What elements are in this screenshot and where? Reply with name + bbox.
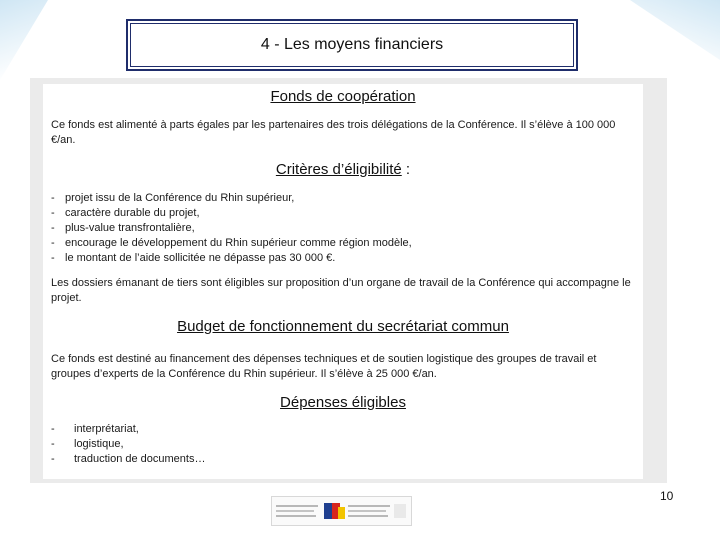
logo-graphic [272,497,411,525]
fonds-description: Ce fonds est alimenté à parts égales par les partenaires des trois délégations de la Conférence. Il s’élève à 100 000 €/an. [51,119,616,146]
slide-title: 4 - Les moyens financiers [260,36,444,53]
criteres-list [51,191,412,266]
list-item: - projet issu de la Conférence du Rhin supérieur, [51,192,295,204]
criteres-heading [43,161,643,178]
criteres-heading-text: Critères d’éligibilité [275,161,402,178]
budget-description: Ce fonds est destiné au financement des dépenses techniques et de soutien logistique des groupes de travail et groupes d’experts de la Conférence du Rhin supérieur. Il s’élève à 25 000 €/an. [51,353,597,380]
decorative-corner-right [630,0,720,60]
fonds-heading: Fonds de coopération [270,88,416,105]
content-area [43,84,643,479]
decorative-corner-left [0,0,48,80]
list-item: - logistique, [51,438,124,450]
conference-logo [271,496,412,526]
list-item: - traduction de documents… [51,453,206,465]
depenses-heading: Dépenses éligibles [280,394,406,411]
list-item: - caractère durable du projet, [51,207,200,219]
list-item: - interprétariat, [51,423,139,435]
budget-heading: Budget de fonctionnement du secrétariat commun [177,318,509,335]
list-item: - encourage le développement du Rhin supérieur comme région modèle, [51,237,412,249]
criteres-heading-suffix: : [401,161,411,178]
slide-title-box [126,19,578,71]
list-item: - plus-value transfrontalière, [51,222,195,234]
criteres-note: Les dossiers émanant de tiers sont éligibles sur proposition d’un organe de travail de la Conférence qui accompagne le projet. [51,277,631,304]
list-item: - le montant de l’aide sollicitée ne dépasse pas 30 000 €. [51,252,336,264]
page-number: 10 [660,489,674,503]
depenses-list [51,422,205,467]
